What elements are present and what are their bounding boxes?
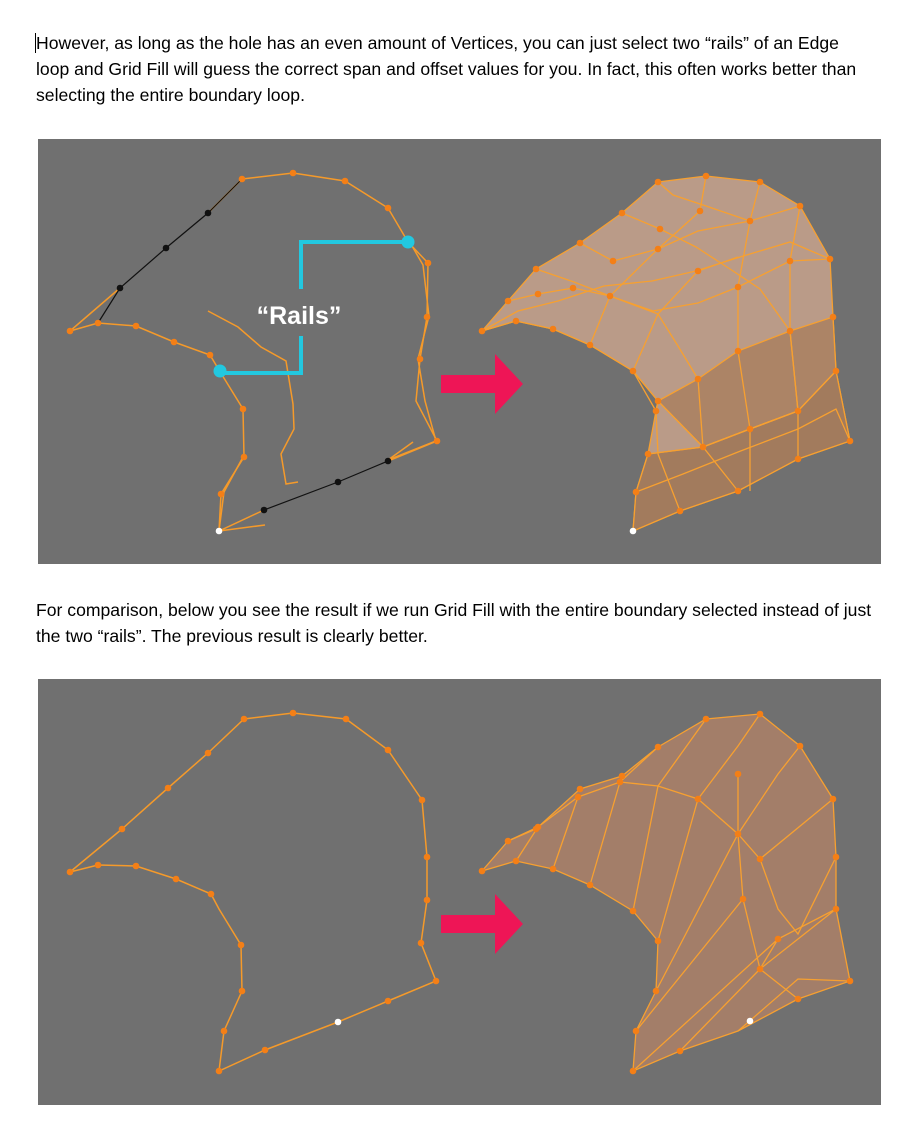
rail-endpoint-bottom <box>214 365 227 378</box>
comparison-paragraph: For comparison, below you see the result if we run Grid Fill with the entire boundary selected instead of just the two “rails”. The previous result is clearly better. <box>36 600 872 646</box>
filled-mesh-faces <box>482 176 850 531</box>
rails-label: “Rails” <box>256 302 342 330</box>
comparison-figure-canvas <box>38 679 881 1105</box>
filled-mesh-faces <box>482 714 850 1071</box>
full-boundary-loop <box>70 713 436 1071</box>
active-vertex <box>630 528 637 535</box>
rail-edges <box>98 179 388 510</box>
active-vertex <box>747 1018 754 1025</box>
boundary-vertices <box>67 710 440 1075</box>
active-vertex <box>335 1019 342 1026</box>
result-arrow <box>441 354 523 414</box>
boundary-vertices <box>67 170 441 498</box>
boundary-loop-outline <box>208 239 436 531</box>
result-arrow <box>441 894 523 954</box>
boundary-loop-left <box>70 173 437 531</box>
full-boundary-grid-fill-figure <box>38 679 881 1105</box>
active-vertex <box>216 528 223 535</box>
rails-grid-fill-figure <box>38 139 881 564</box>
rail-endpoint-top <box>402 236 415 249</box>
rails-figure-canvas <box>38 139 881 564</box>
intro-paragraph: However, as long as the hole has an even amount of Vertices, you can just select two “rails” of an Edge loop and Grid Fill will guess the correct span and offset values for you. In fact, this often works better than selecting the entire boundary loop. <box>36 30 876 108</box>
